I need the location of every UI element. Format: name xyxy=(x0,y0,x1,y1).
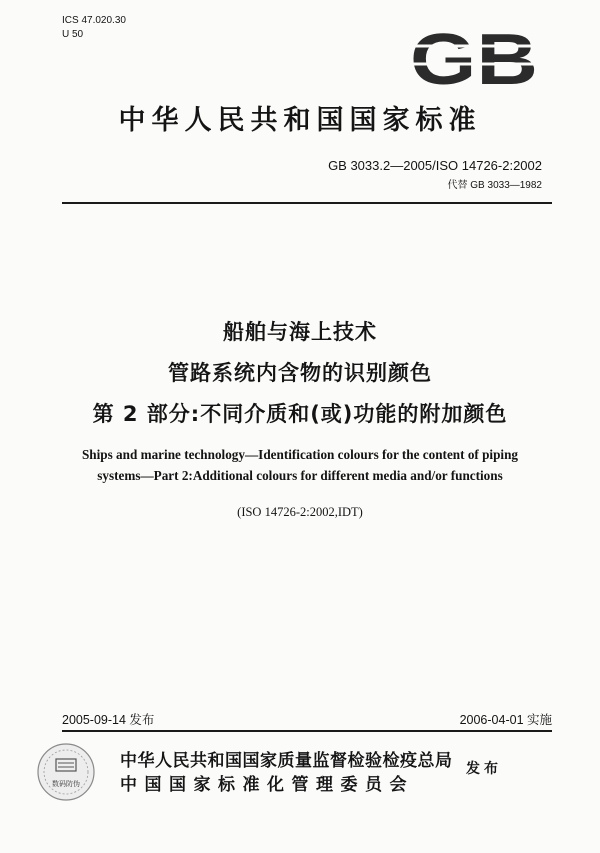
issue-label: 发布 xyxy=(466,761,502,777)
title-en-line1: Ships and marine technology—Identification colours for the content of piping xyxy=(81,447,519,462)
publish-date: 2005-09-14 发布 xyxy=(62,713,155,727)
bottom-divider xyxy=(62,730,552,732)
gb-logo xyxy=(406,24,542,94)
seal-text: 数码防伪 xyxy=(52,780,80,788)
logo-text: GB xyxy=(410,24,538,94)
ics-code: ICS 47.020.30 xyxy=(62,15,126,26)
title-en-line2: systems—Part 2:Additional colours for different media and/or functions xyxy=(97,468,503,483)
iso-reference: (ISO 14726-2:2002,IDT) xyxy=(237,505,363,519)
replaces-note: 代替 GB 3033—1982 xyxy=(447,180,542,191)
anti-counterfeit-seal xyxy=(36,742,96,802)
issuer-line1: 中华人民共和国国家质量监督检验检疫总局 xyxy=(120,751,453,771)
title-en xyxy=(40,444,560,486)
title-zh-line2: 管路系统内含物的识别颜色 xyxy=(168,361,432,385)
ccs-code: U 50 xyxy=(62,29,84,40)
implement-date: 2006-04-01 实施 xyxy=(459,713,552,727)
issuer-line2: 中国国家标准化管理委员会 xyxy=(120,775,414,795)
standard-header-title: 中华人民共和国国家标准 xyxy=(118,105,482,136)
title-zh-line1: 船舶与海上技术 xyxy=(223,320,377,344)
classification-codes xyxy=(62,14,126,42)
title-zh-line3: 第 2 部分:不同介质和(或)功能的附加颜色 xyxy=(92,402,508,426)
standard-code: GB 3033.2—2005/ISO 14726-2:2002 xyxy=(328,158,542,173)
top-divider xyxy=(62,202,552,204)
